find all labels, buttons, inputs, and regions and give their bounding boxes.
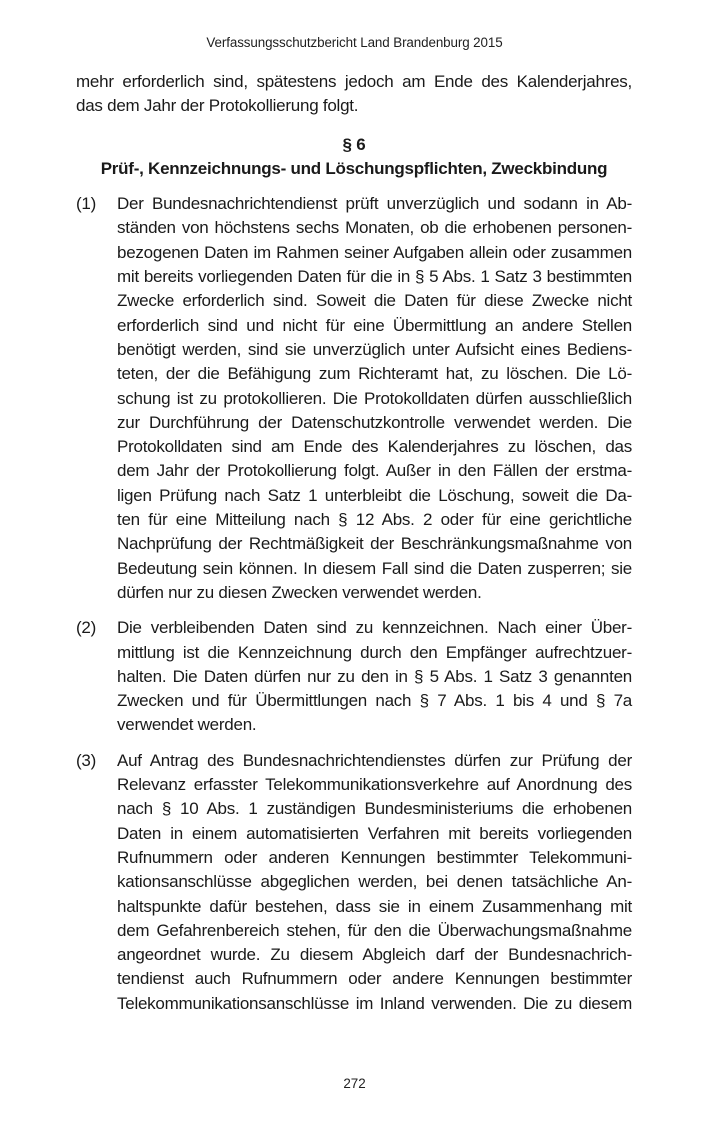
- text-line: Der Bundesnachrichtendienst prüft unverzüglich und sodann in Ab-: [117, 194, 632, 214]
- text-line: dürfen nur zu diesen Zwecken verwendet werden.: [117, 582, 482, 602]
- text-line: Zwecke erforderlich sind. Soweit die Daten für diese Zwecke nicht: [117, 291, 632, 311]
- text-line: benötigt werden, sind sie unverzüglich unter Aufsicht eines Bediens-: [117, 339, 632, 359]
- text-line: Nachprüfung der Rechtmäßigkeit der Beschränkungsmaßnahme von: [117, 534, 632, 554]
- running-header: Verfassungsschutzbericht Land Brandenburg 2015: [206, 35, 503, 50]
- item-text: [117, 749, 632, 1016]
- section-number: § 6: [342, 134, 366, 154]
- continuation-paragraph: [76, 70, 632, 119]
- text-line: bezogenen Daten im Rahmen seiner Aufgaben allein oder zusammen: [117, 242, 632, 262]
- list-item: [76, 616, 632, 737]
- text-line: tendienst auch Rufnummern oder andere Kennungen bestimmter: [117, 969, 632, 989]
- text-line: nach § 10 Abs. 1 zuständigen Bundesministeriums die erhobenen: [117, 799, 632, 819]
- text-line: Protokolldaten sind am Ende des Kalenderjahres zu löschen, das: [117, 437, 632, 457]
- list-item: [76, 749, 632, 1016]
- text-line: Telekommunikationsanschlüsse im Inland verwenden. Die zu diesem: [117, 993, 632, 1013]
- text-line: ligen Prüfung nach Satz 1 unterbleibt die Löschung, soweit die Da-: [117, 485, 632, 505]
- text-line: zur Durchführung der Datenschutzkontrolle verwendet werden. Die: [117, 412, 632, 432]
- text-line: Zwecken und für Übermittlungen nach § 7 Abs. 1 bis 4 und § 7a: [117, 691, 632, 711]
- text-line: verwendet werden.: [117, 715, 257, 735]
- section-heading: [76, 133, 632, 182]
- text-line: angeordnet wurde. Zu diesem Abgleich darf der Bundesnachrich-: [117, 945, 632, 965]
- item-text: [117, 616, 632, 737]
- text-line: dem Gefahrenbereich stehen, für den die Überwachungsmaßnahme: [117, 920, 632, 940]
- section-title: Prüf-, Kennzeichnungs- und Löschungspflichten, Zweckbindung: [100, 158, 608, 178]
- item-number: (3): [76, 750, 97, 770]
- text-line: mit bereits vorliegenden Daten für die in § 5 Abs. 1 Satz 3 bestimmten: [117, 267, 632, 287]
- text-line: Die verbleibenden Daten sind zu kennzeichnen. Nach einer Über-: [117, 618, 632, 638]
- text-line: mittlung ist die Kennzeichnung durch den Empfänger aufrechtzuer-: [117, 642, 632, 662]
- item-number: (2): [76, 618, 97, 638]
- text-line: dem Jahr der Protokollierung folgt. Außer in den Fällen der erstma-: [117, 461, 632, 481]
- text-line: das dem Jahr der Protokollierung folgt.: [76, 96, 359, 116]
- text-line: Rufnummern oder anderen Kennungen bestimmter Telekommuni-: [117, 847, 632, 867]
- document-body: [76, 70, 632, 1016]
- text-line: erforderlich sind und nicht für eine Übermittlung an andere Stellen: [117, 315, 632, 335]
- text-line: ständen von höchstens sechs Monaten, ob die erhobenen personen-: [117, 218, 632, 238]
- text-line: Bedeutung sein können. In diesem Fall sind die Daten zusperren; sie: [117, 558, 632, 578]
- text-line: teten, der die Befähigung zum Richteramt hat, zu löschen. Die Lö-: [117, 364, 632, 384]
- item-text: [117, 192, 632, 605]
- text-line: halten. Die Daten dürfen nur zu den in § 5 Abs. 1 Satz 3 genannten: [117, 666, 632, 686]
- text-line: mehr erforderlich sind, spätestens jedoch am Ende des Kalenderjahres,: [76, 72, 632, 91]
- list-item: [76, 192, 632, 605]
- text-line: haltspunkte dafür bestehen, dass sie in einem Zusammenhang mit: [117, 896, 632, 916]
- text-line: Relevanz erfasster Telekommunikationsverkehre auf Anordnung des: [117, 775, 632, 795]
- text-line: Daten in einem automatisierten Verfahren mit bereits vorliegenden: [117, 823, 632, 843]
- text-line: Auf Antrag des Bundesnachrichtendienstes dürfen zur Prüfung der: [117, 750, 632, 770]
- page-number: 272: [343, 1076, 366, 1091]
- item-number: (1): [76, 194, 97, 214]
- text-line: schung ist zu protokollieren. Die Protokolldaten dürfen ausschließlich: [117, 388, 632, 408]
- text-line: kationsanschlüsse abgeglichen werden, bei denen tatsächliche An-: [117, 872, 632, 892]
- text-line: ten für eine Mitteilung nach § 12 Abs. 2 oder für eine gerichtliche: [117, 510, 632, 530]
